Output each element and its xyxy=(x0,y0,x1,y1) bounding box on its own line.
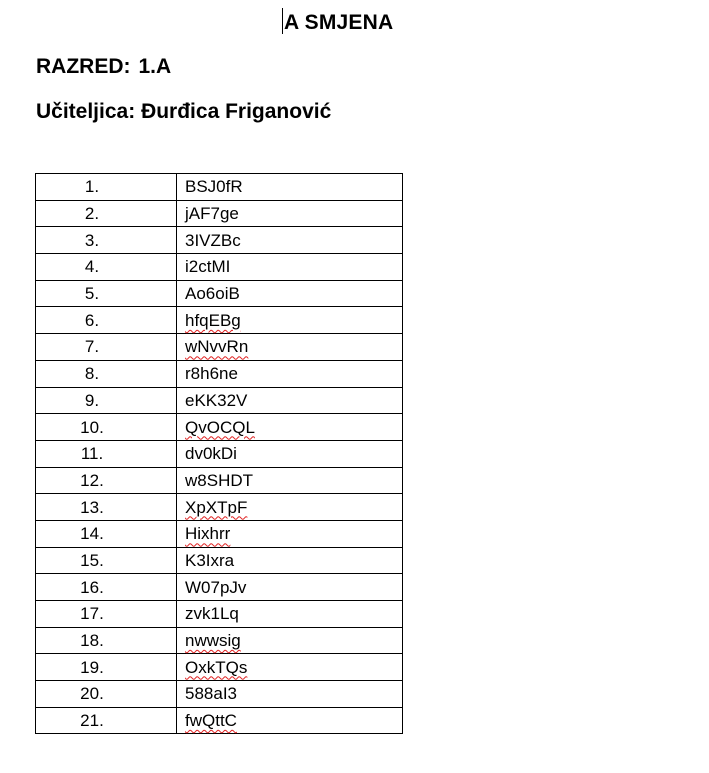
table-row xyxy=(36,681,403,708)
row-number: 2. xyxy=(36,200,177,227)
row-code-cell xyxy=(177,574,403,601)
row-number: 1. xyxy=(36,174,177,201)
row-code-cell xyxy=(177,494,403,521)
row-code-cell xyxy=(177,547,403,574)
row-code-cell xyxy=(177,360,403,387)
row-code-cell xyxy=(177,200,403,227)
table-row xyxy=(36,280,403,307)
row-number: 6. xyxy=(36,307,177,334)
row-code: fwQttC xyxy=(185,711,237,731)
class-label: RAZRED: xyxy=(36,55,131,78)
table-row xyxy=(36,387,403,414)
row-code: nwwsig xyxy=(185,631,241,651)
row-code: Hixhrr xyxy=(185,524,231,544)
row-code-cell xyxy=(177,227,403,254)
row-number: 19. xyxy=(36,654,177,681)
table-row xyxy=(36,360,403,387)
table-row xyxy=(36,627,403,654)
row-code: eKK32V xyxy=(185,390,248,410)
row-number: 20. xyxy=(36,681,177,708)
document-title-text: A SMJENA xyxy=(284,11,394,34)
table-row xyxy=(36,494,403,521)
row-code-cell xyxy=(177,280,403,307)
row-number: 4. xyxy=(36,254,177,281)
row-code: BSJ0fR xyxy=(185,177,243,197)
teacher-line xyxy=(36,100,331,124)
row-code: Ao6oiB xyxy=(185,284,240,304)
row-code-cell xyxy=(177,254,403,281)
row-number: 8. xyxy=(36,360,177,387)
row-number: 18. xyxy=(36,627,177,654)
row-number: 11. xyxy=(36,440,177,467)
row-code-cell xyxy=(177,627,403,654)
table-row xyxy=(36,520,403,547)
row-number: 21. xyxy=(36,707,177,734)
row-code-cell xyxy=(177,601,403,628)
row-code: OxkTQs xyxy=(185,657,248,677)
row-code: zvk1Lq xyxy=(185,604,239,624)
table-row xyxy=(36,227,403,254)
row-number: 10. xyxy=(36,414,177,441)
row-code: W07pJv xyxy=(185,577,247,597)
row-number: 7. xyxy=(36,334,177,361)
table-row xyxy=(36,334,403,361)
table-row xyxy=(36,440,403,467)
table-row xyxy=(36,414,403,441)
row-number: 9. xyxy=(36,387,177,414)
roster-table-body xyxy=(36,174,403,734)
class-value: 1.A xyxy=(138,55,172,78)
row-number: 17. xyxy=(36,601,177,628)
row-code: 3IVZBc xyxy=(185,230,241,250)
row-code: wNvvRn xyxy=(185,337,249,357)
row-number: 15. xyxy=(36,547,177,574)
row-number: 13. xyxy=(36,494,177,521)
table-row xyxy=(36,707,403,734)
row-number: 12. xyxy=(36,467,177,494)
table-row xyxy=(36,254,403,281)
document-title xyxy=(282,8,393,35)
row-code: dv0kDi xyxy=(185,444,237,464)
roster-table xyxy=(35,173,403,734)
row-code-cell xyxy=(177,414,403,441)
row-code-cell xyxy=(177,520,403,547)
row-code: QvOCQL xyxy=(185,417,255,437)
row-code: jAF7ge xyxy=(185,204,239,224)
table-row xyxy=(36,601,403,628)
text-cursor xyxy=(282,8,283,34)
row-code-cell xyxy=(177,681,403,708)
row-number: 16. xyxy=(36,574,177,601)
row-code-cell xyxy=(177,467,403,494)
table-row xyxy=(36,654,403,681)
row-code: w8SHDT xyxy=(185,470,254,490)
row-code-cell xyxy=(177,387,403,414)
row-code: 588aI3 xyxy=(185,684,237,704)
row-code: hfqEBg xyxy=(185,310,241,330)
teacher-name: Đurđica Friganović xyxy=(141,100,332,123)
table-row xyxy=(36,467,403,494)
table-row xyxy=(36,200,403,227)
table-row xyxy=(36,574,403,601)
row-number: 3. xyxy=(36,227,177,254)
table-row xyxy=(36,174,403,201)
teacher-label: Učiteljica: xyxy=(36,100,136,123)
table-row xyxy=(36,547,403,574)
row-code: i2ctMI xyxy=(185,257,231,277)
row-code-cell xyxy=(177,707,403,734)
row-number: 5. xyxy=(36,280,177,307)
row-code: r8h6ne xyxy=(185,364,238,384)
row-number: 14. xyxy=(36,520,177,547)
row-code-cell xyxy=(177,654,403,681)
row-code: XpXTpF xyxy=(185,497,248,517)
row-code-cell xyxy=(177,334,403,361)
row-code-cell xyxy=(177,174,403,201)
row-code-cell xyxy=(177,440,403,467)
row-code-cell xyxy=(177,307,403,334)
table-row xyxy=(36,307,403,334)
row-code: K3Ixra xyxy=(185,550,235,570)
class-line xyxy=(36,55,171,79)
